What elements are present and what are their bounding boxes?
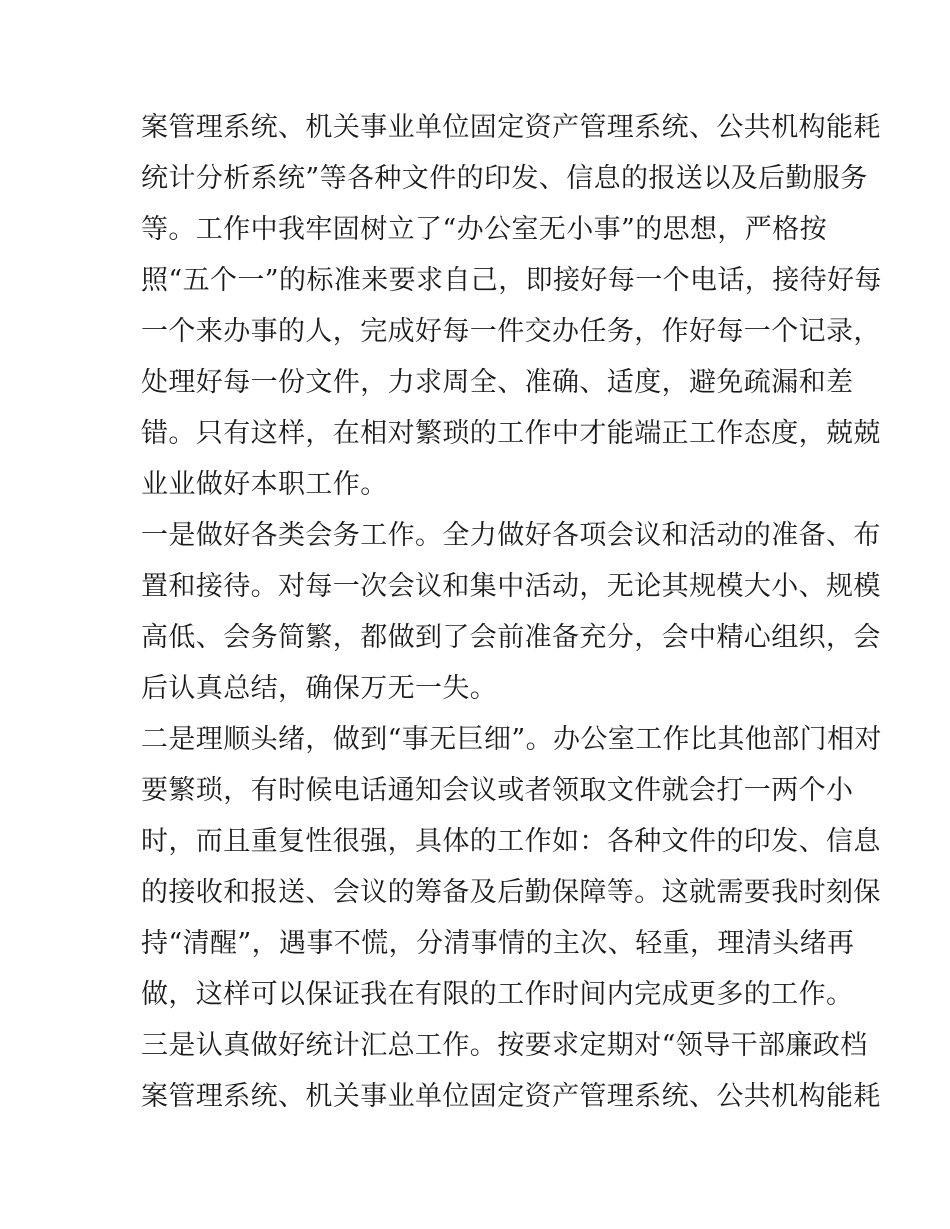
text-line-9: 一是做好各类会务工作。全力做好各项会议和活动的准备、布 xyxy=(141,520,881,551)
text-line-18: 做，这样可以保证我在有限的工作时间内完成更多的工作。 xyxy=(141,979,854,1010)
text-line-7: 错。只有这样，在相对繁琐的工作中才能端正工作态度，兢兢 xyxy=(141,418,881,449)
text-line-11: 高低、会务简繁，都做到了会前准备充分，会中精心组织，会 xyxy=(141,622,881,653)
text-line-16: 的接收和报送、会议的筹备及后勤保障等。这就需要我时刻保 xyxy=(141,877,881,908)
text-line-19: 三是认真做好统计汇总工作。按要求定期对“领导干部廉政档 xyxy=(141,1030,868,1061)
text-line-14: 要繁琐，有时候电话通知会议或者领取文件就会打一两个小 xyxy=(141,775,854,806)
text-line-3: 等。工作中我牢固树立了“办公室无小事”的思想，严格按 xyxy=(141,214,828,245)
text-line-10: 置和接待。对每一次会议和集中活动，无论其规模大小、规模 xyxy=(141,571,881,602)
text-line-6: 处理好每一份文件，力求周全、准确、适度，避免疏漏和差 xyxy=(141,367,854,398)
text-line-13: 二是理顺头绪，做到“事无巨细”。办公室工作比其他部门相对 xyxy=(141,724,882,755)
text-line-4: 照“五个一”的标准来要求自己，即接好每一个电话，接待好每 xyxy=(141,265,882,296)
text-line-12: 后认真总结，确保万无一失。 xyxy=(141,673,498,704)
text-line-20: 案管理系统、机关事业单位固定资产管理系统、公共机构能耗 xyxy=(141,1081,881,1112)
text-line-17: 持“清醒”，遇事不慌，分清事情的主次、轻重，理清头绪再 xyxy=(141,928,855,959)
text-line-15: 时，而且重复性很强，具体的工作如：各种文件的印发、信息 xyxy=(141,826,881,857)
text-line-1: 案管理系统、机关事业单位固定资产管理系统、公共机构能耗 xyxy=(141,112,881,143)
text-line-2: 统计分析系统”等各种文件的印发、信息的报送以及后勤服务 xyxy=(141,163,868,194)
text-line-8: 业业做好本职工作。 xyxy=(141,469,388,500)
text-line-5: 一个来办事的人，完成好每一件交办任务，作好每一个记录， xyxy=(141,316,881,347)
document-body xyxy=(141,102,882,1122)
